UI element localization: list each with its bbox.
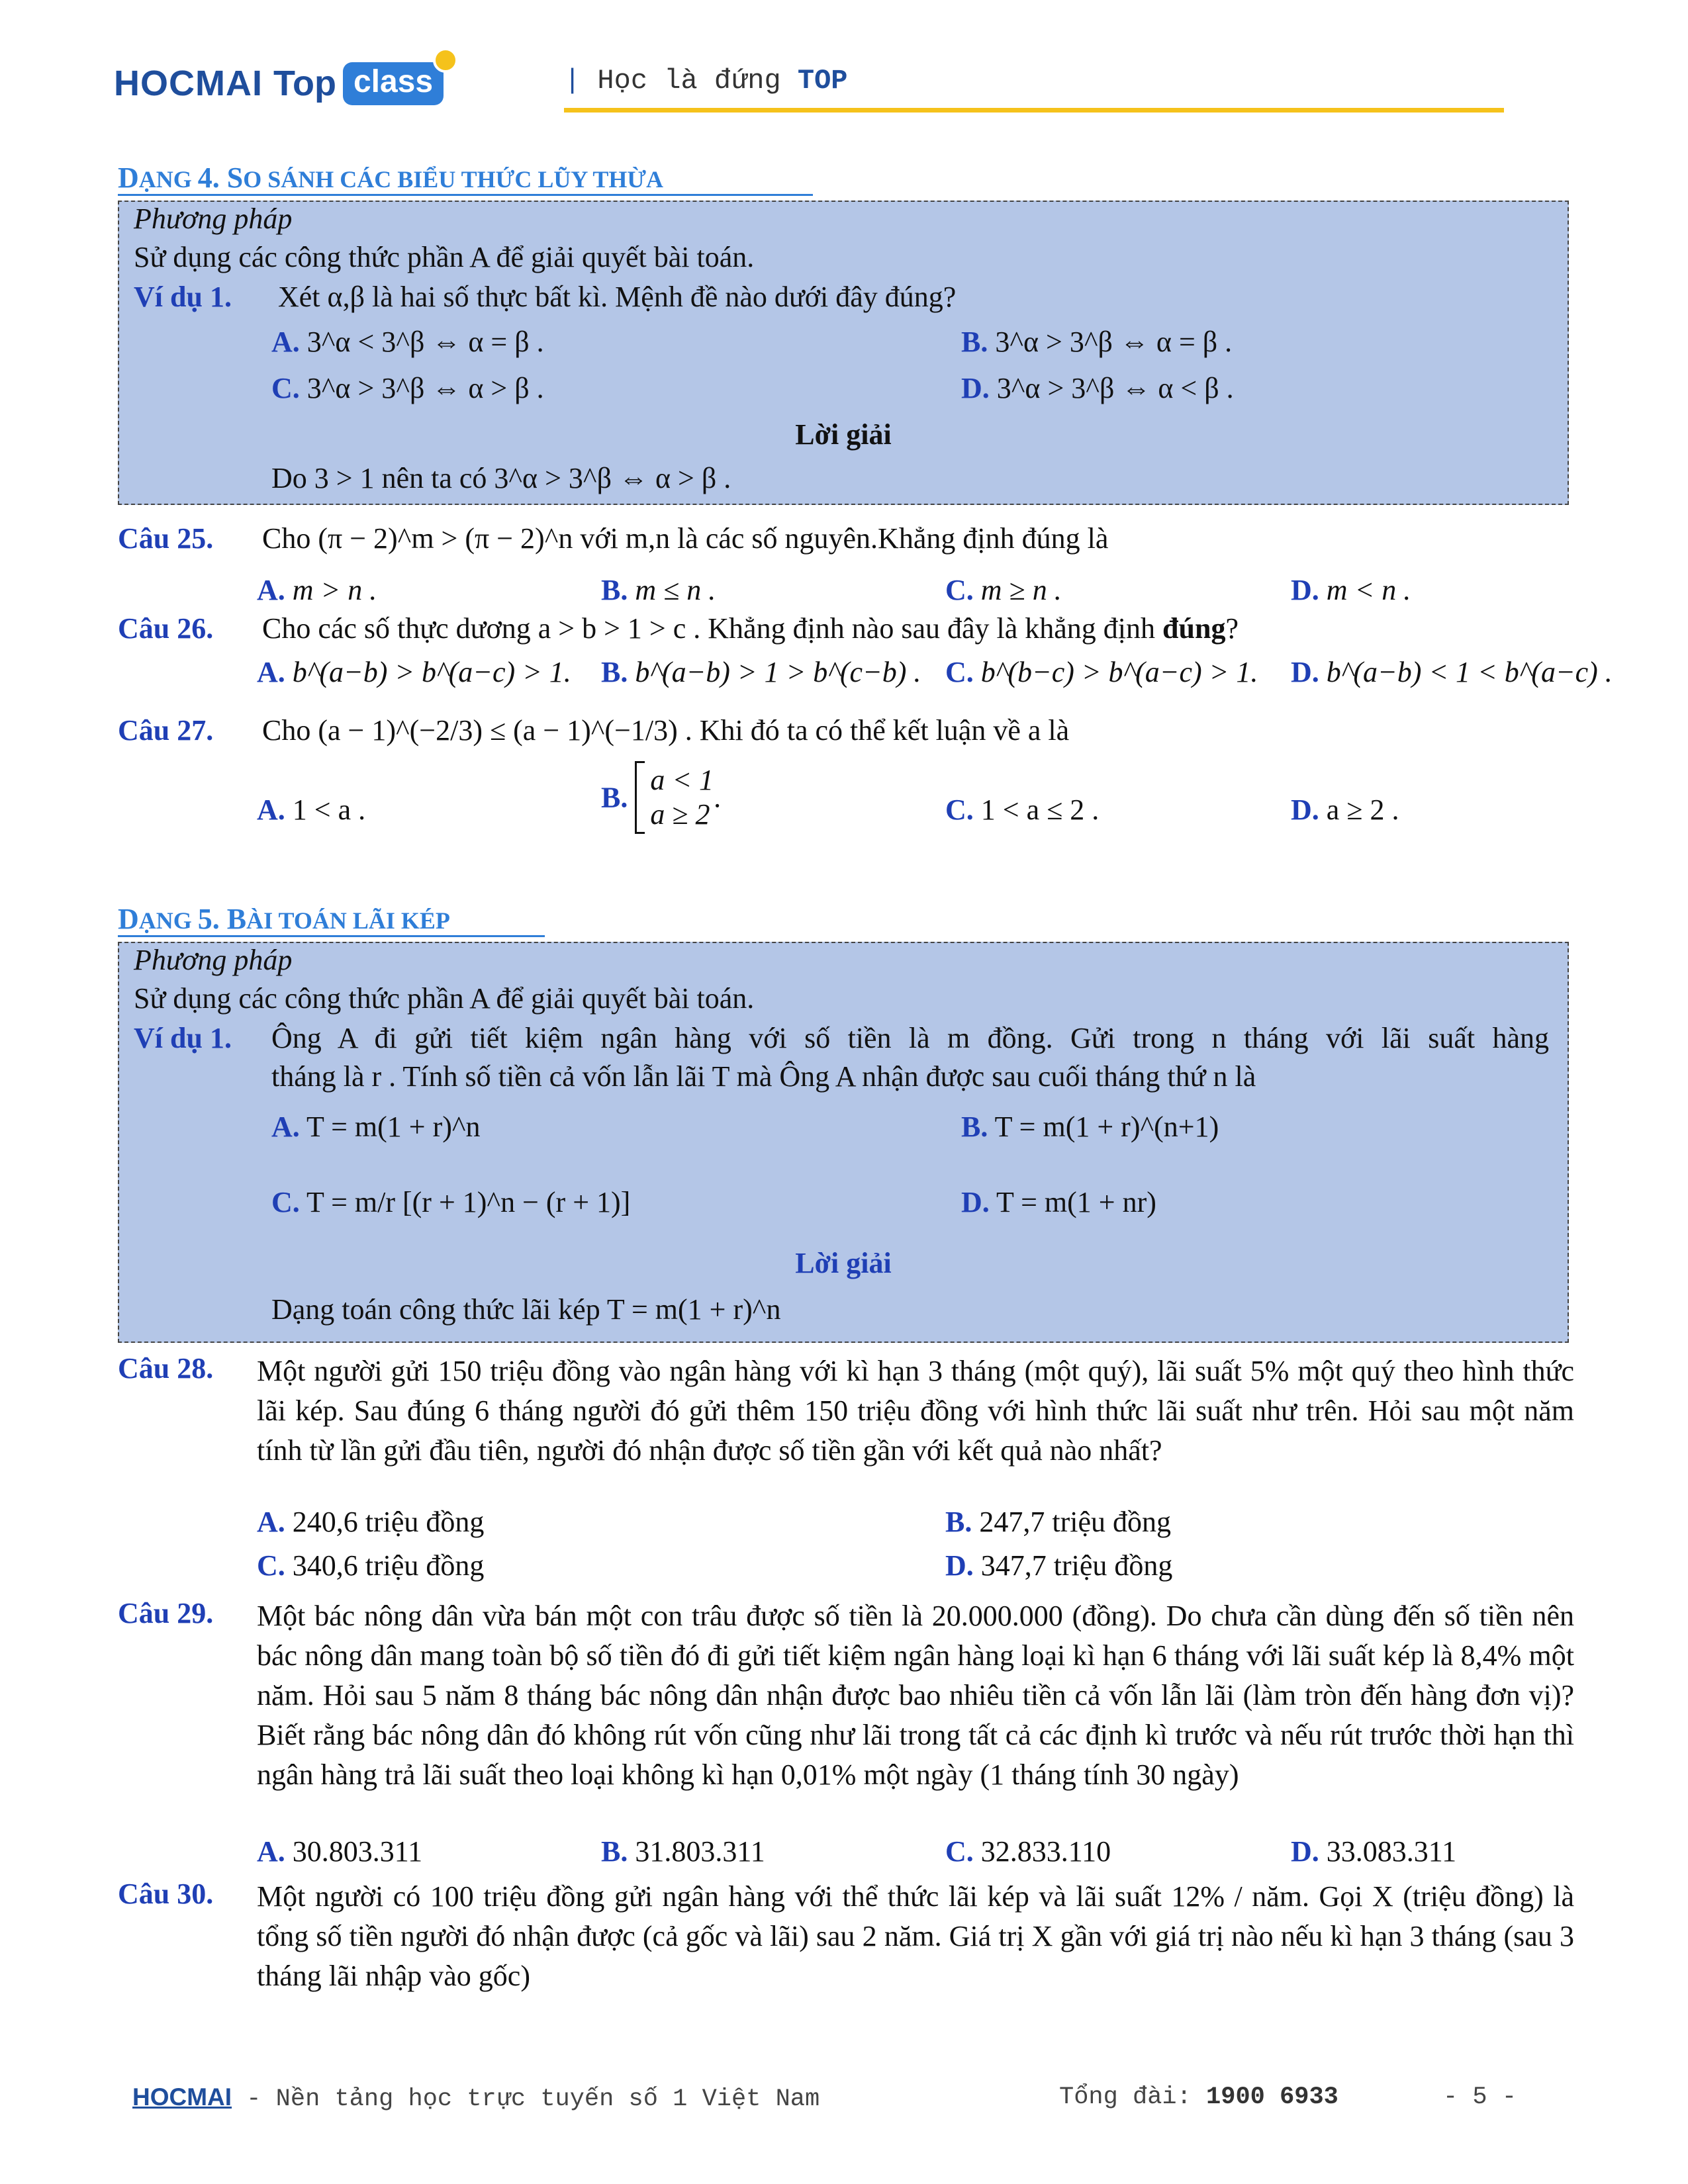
- q27-option-d: [1291, 793, 1399, 827]
- solution-label: Lời giải: [795, 418, 892, 451]
- example-option-c: [271, 371, 544, 405]
- q27-a-label: A.: [257, 794, 285, 826]
- q26-option-d: [1291, 655, 1613, 689]
- q28-d-label: D.: [945, 1549, 974, 1582]
- footer-hotline: [1059, 2083, 1338, 2111]
- q30-label: Câu 30.: [118, 1878, 214, 1910]
- q25-label: Câu 25.: [118, 522, 214, 555]
- q27-b-case2: a ≥ 2: [650, 798, 710, 831]
- section4-title-underline: [118, 194, 813, 196]
- q25-b-text: m ≤ n .: [635, 574, 716, 606]
- tagline-top: TOP: [797, 65, 848, 97]
- q28-c-label: C.: [257, 1549, 285, 1582]
- q29-text: Một bác nông dân vừa bán một con trâu được số tiền là 20.000.000 (đồng). Do chưa cần dùng đến số tiền nên bác nông dân mang toàn bộ số tiền đó đi gửi tiết kiệm ngân hàng loại kì hạn 6 tháng với lãi suất kép là 8,4% một năm. Hỏi sau 5 năm 8 tháng bác nông dân nhận được bao nhiêu tiền cả vốn lẫn lãi (làm tròn đến hàng đơn vị)? Biết rằng bác nông dân đó không rút vốn cũng như lãi trong tất cả các định kì trước và nếu rút trước thời hạn thì ngân hàng trả lãi suất theo loại không kì hạn 0,01% một ngày (1 tháng tính 30 ngày): [257, 1600, 1574, 1791]
- ex5-b-label: B.: [961, 1111, 988, 1143]
- section4-title-a: D: [118, 161, 139, 194]
- q28-option-d: [945, 1549, 1172, 1582]
- ex5-d-label: D.: [961, 1186, 990, 1218]
- section4-title-b: ẠNG: [138, 166, 198, 193]
- section5-title-underline: [118, 935, 545, 937]
- q26-text: [262, 612, 1239, 645]
- solution-text: Do 3 > 1 nên ta có 3^α > 3^β ⇔ α > β .: [271, 462, 731, 494]
- q26-a-text: b^(a−b) > b^(a−c) > 1.: [292, 656, 571, 688]
- example-label: Ví dụ 1.: [134, 281, 232, 313]
- q28-c-text: 340,6 triệu đồng: [292, 1549, 485, 1582]
- q26-text-bold: đúng: [1162, 612, 1226, 645]
- q27-b-case1: a < 1: [650, 764, 714, 796]
- q26-option-b: [601, 655, 921, 689]
- q27-option-b: B. a < 1 a ≥ 2 .: [601, 761, 721, 834]
- solution5-label: Lời giải: [795, 1247, 892, 1279]
- section5-title-a: D: [118, 903, 139, 935]
- q29-option-a: [257, 1835, 422, 1868]
- footer-hotline-label: Tổng đài:: [1059, 2083, 1207, 2111]
- section5-title-d: ÀI TOÁN LÃI KÉP: [246, 907, 450, 934]
- q26-c-text: b^(b−c) > b^(a−c) > 1.: [980, 656, 1258, 688]
- q27-option-c: [945, 793, 1099, 827]
- ex5-d-text: T = m(1 + nr): [996, 1186, 1156, 1218]
- q26-d-label: D.: [1291, 656, 1319, 688]
- q26-text-pre: Cho các số thực dương a > b > 1 > c . Khẳng định nào sau đây là khẳng định: [262, 612, 1163, 645]
- q26-c-label: C.: [945, 656, 974, 688]
- section4-title-c: 4. S: [197, 161, 244, 194]
- method-label: Phương pháp: [134, 203, 293, 235]
- q28-b-text: 247,7 triệu đồng: [979, 1506, 1171, 1538]
- option-a-text: 3^α < 3^β ⇔ α = β .: [306, 326, 544, 358]
- example-option-d: [961, 371, 1234, 405]
- section4-title-d: O SÁNH CÁC BIỂU THỨC LŨY THỪA: [243, 166, 664, 193]
- q29-a-text: 30.803.311: [292, 1835, 423, 1868]
- q25-d-label: D.: [1291, 574, 1319, 606]
- header-underline: [564, 108, 1504, 113]
- q27-b-label: B.: [601, 781, 628, 814]
- example5-option-a: [271, 1110, 481, 1144]
- footer-slogan: - Nền tảng học trực tuyến số 1 Việt Nam: [232, 2085, 820, 2113]
- option-a-label: A.: [271, 326, 300, 358]
- q29-option-d: [1291, 1835, 1456, 1868]
- section4-title: [118, 161, 663, 195]
- section4-method-box: [118, 201, 1569, 505]
- q25-d-text: m < n .: [1326, 574, 1411, 606]
- logo-star-icon: [433, 48, 458, 73]
- q25-c-label: C.: [945, 574, 974, 606]
- q29-option-c: [945, 1835, 1111, 1868]
- section5-method-box: [118, 942, 1569, 1343]
- q26-option-c: [945, 655, 1258, 689]
- method5-label: Phương pháp: [134, 944, 293, 976]
- example5-line1: Ông A đi gửi tiết kiệm ngân hàng với số tiền là m đồng. Gửi trong n tháng với lãi suất hàng: [271, 1022, 1549, 1054]
- ex5-a-text: T = m(1 + r)^n: [306, 1111, 481, 1143]
- example-option-b: [961, 325, 1232, 359]
- q28-a-text: 240,6 triệu đồng: [292, 1506, 485, 1538]
- q25-b-label: B.: [601, 574, 628, 606]
- q29-option-b: [601, 1835, 765, 1868]
- q25-c-text: m ≥ n .: [980, 574, 1062, 606]
- q28-b-label: B.: [945, 1506, 972, 1538]
- q29-c-label: C.: [945, 1835, 974, 1868]
- section5-title-b: ẠNG: [138, 907, 198, 934]
- q28-option-c: [257, 1549, 484, 1582]
- ex5-c-text: T = m/r [(r + 1)^n − (r + 1)]: [306, 1186, 631, 1218]
- method5-text: Sử dụng các công thức phần A để giải quyết bài toán.: [134, 982, 755, 1015]
- example5-option-d: [961, 1185, 1156, 1219]
- q27-b-cases: [650, 763, 714, 832]
- example5-label: Ví dụ 1.: [134, 1022, 232, 1054]
- logo-hocmai-text: HOCMAI: [114, 64, 263, 103]
- q26-text-post: ?: [1225, 612, 1239, 645]
- q26-label: Câu 26.: [118, 612, 214, 645]
- section5-title: [118, 902, 450, 936]
- q25-option-a: [257, 573, 377, 607]
- q27-b-bracket: [635, 761, 645, 834]
- page-number: - 5 -: [1443, 2083, 1517, 2111]
- q27-a-text: 1 < a .: [292, 794, 366, 826]
- q27-d-text: a ≥ 2 .: [1326, 794, 1399, 826]
- q28-option-a: [257, 1505, 484, 1539]
- q25-option-d: [1291, 573, 1411, 607]
- q28-text: Một người gửi 150 triệu đồng vào ngân hàng với kì hạn 3 tháng (một quý), lãi suất 5% một quý theo hình thức lãi kép. Sau đúng 6 tháng người đó gửi thêm 150 triệu đồng với hình thức lãi suất như trên. Hỏi sau một năm tính từ lần gửi đầu tiên, người đó nhận được số tiền gần với kết quả nào nhất?: [257, 1355, 1574, 1467]
- footer-brand-logo: HOCMAI: [132, 2083, 232, 2111]
- option-b-label: B.: [961, 326, 988, 358]
- q25-a-text: m > n .: [292, 574, 377, 606]
- q26-d-text: b^(a−b) < 1 < b^(a−c) .: [1326, 656, 1613, 688]
- q25-option-b: [601, 573, 716, 607]
- q27-c-text: 1 < a ≤ 2 .: [980, 794, 1100, 826]
- q25-a-label: A.: [257, 574, 285, 606]
- q27-label: Câu 27.: [118, 714, 214, 747]
- q27-text: Cho (a − 1)^(−2/3) ≤ (a − 1)^(−1/3) . Khi đó ta có thể kết luận về a là: [262, 714, 1070, 747]
- example5-line2: tháng là r . Tính số tiền cả vốn lẫn lãi T mà Ông A nhận được sau cuối tháng thứ n là: [271, 1060, 1256, 1093]
- ex5-a-label: A.: [271, 1111, 300, 1143]
- example5-option-b: [961, 1110, 1219, 1144]
- method-text: Sử dụng các công thức phần A để giải quyết bài toán.: [134, 241, 755, 273]
- q29-d-text: 33.083.311: [1326, 1835, 1457, 1868]
- example5-option-c: [271, 1185, 630, 1219]
- option-d-text: 3^α > 3^β ⇔ α < β .: [996, 372, 1234, 404]
- q26-b-text: b^(a−b) > 1 > b^(c−b) .: [635, 656, 921, 688]
- ex5-b-text: T = m(1 + r)^(n+1): [994, 1111, 1219, 1143]
- tagline-separator: |: [564, 65, 581, 97]
- section5-title-c: 5. B: [197, 903, 247, 935]
- q26-b-label: B.: [601, 656, 628, 688]
- q29-a-label: A.: [257, 1835, 285, 1868]
- hocmai-topclass-logo: [114, 57, 444, 110]
- option-c-label: C.: [271, 372, 300, 404]
- tagline-text: Học là đứng: [581, 65, 798, 97]
- option-b-text: 3^α > 3^β ⇔ α = β .: [995, 326, 1233, 358]
- example-option-a: [271, 325, 544, 359]
- logo-class-text: class: [353, 64, 434, 99]
- q25-option-c: [945, 573, 1062, 607]
- q29-label: Câu 29.: [118, 1597, 214, 1629]
- logo-top-text: Top: [273, 64, 336, 103]
- ex5-c-label: C.: [271, 1186, 300, 1218]
- example-text: Xét α,β là hai số thực bất kì. Mệnh đề nào dưới đây đúng?: [278, 281, 957, 313]
- q29-b-text: 31.803.311: [635, 1835, 765, 1868]
- q25-text: Cho (π − 2)^m > (π − 2)^n với m,n là các số nguyên.Khẳng định đúng là: [262, 522, 1109, 555]
- q28-option-b: [945, 1505, 1171, 1539]
- header-tagline: [564, 65, 848, 97]
- q27-c-label: C.: [945, 794, 974, 826]
- footer-left: [132, 2083, 820, 2113]
- q26-a-label: A.: [257, 656, 285, 688]
- q30-text: Một người có 100 triệu đồng gửi ngân hàng với thể thức lãi kép và lãi suất 12% / năm. Gọi X (triệu đồng) là tổng số tiền người đó nhận được (cả gốc và lãi) sau 2 năm. Giá trị X gần với giá trị nào nếu kì hạn 3 tháng (sau 3 tháng lãi nhập vào gốc): [257, 1880, 1574, 1992]
- q26-option-a: [257, 655, 571, 689]
- solution5-text: Dạng toán công thức lãi kép T = m(1 + r)^n: [271, 1293, 781, 1326]
- q29-d-label: D.: [1291, 1835, 1319, 1868]
- logo-class-badge: [343, 62, 444, 105]
- q28-label: Câu 28.: [118, 1352, 214, 1385]
- option-c-text: 3^α > 3^β ⇔ α > β .: [306, 372, 544, 404]
- q27-d-label: D.: [1291, 794, 1319, 826]
- q29-b-label: B.: [601, 1835, 628, 1868]
- footer-hotline-number: 1900 6933: [1206, 2083, 1338, 2111]
- q28-a-label: A.: [257, 1506, 285, 1538]
- q29-c-text: 32.833.110: [980, 1835, 1111, 1868]
- q27-option-a: [257, 793, 365, 827]
- option-d-label: D.: [961, 372, 990, 404]
- q28-d-text: 347,7 triệu đồng: [980, 1549, 1173, 1582]
